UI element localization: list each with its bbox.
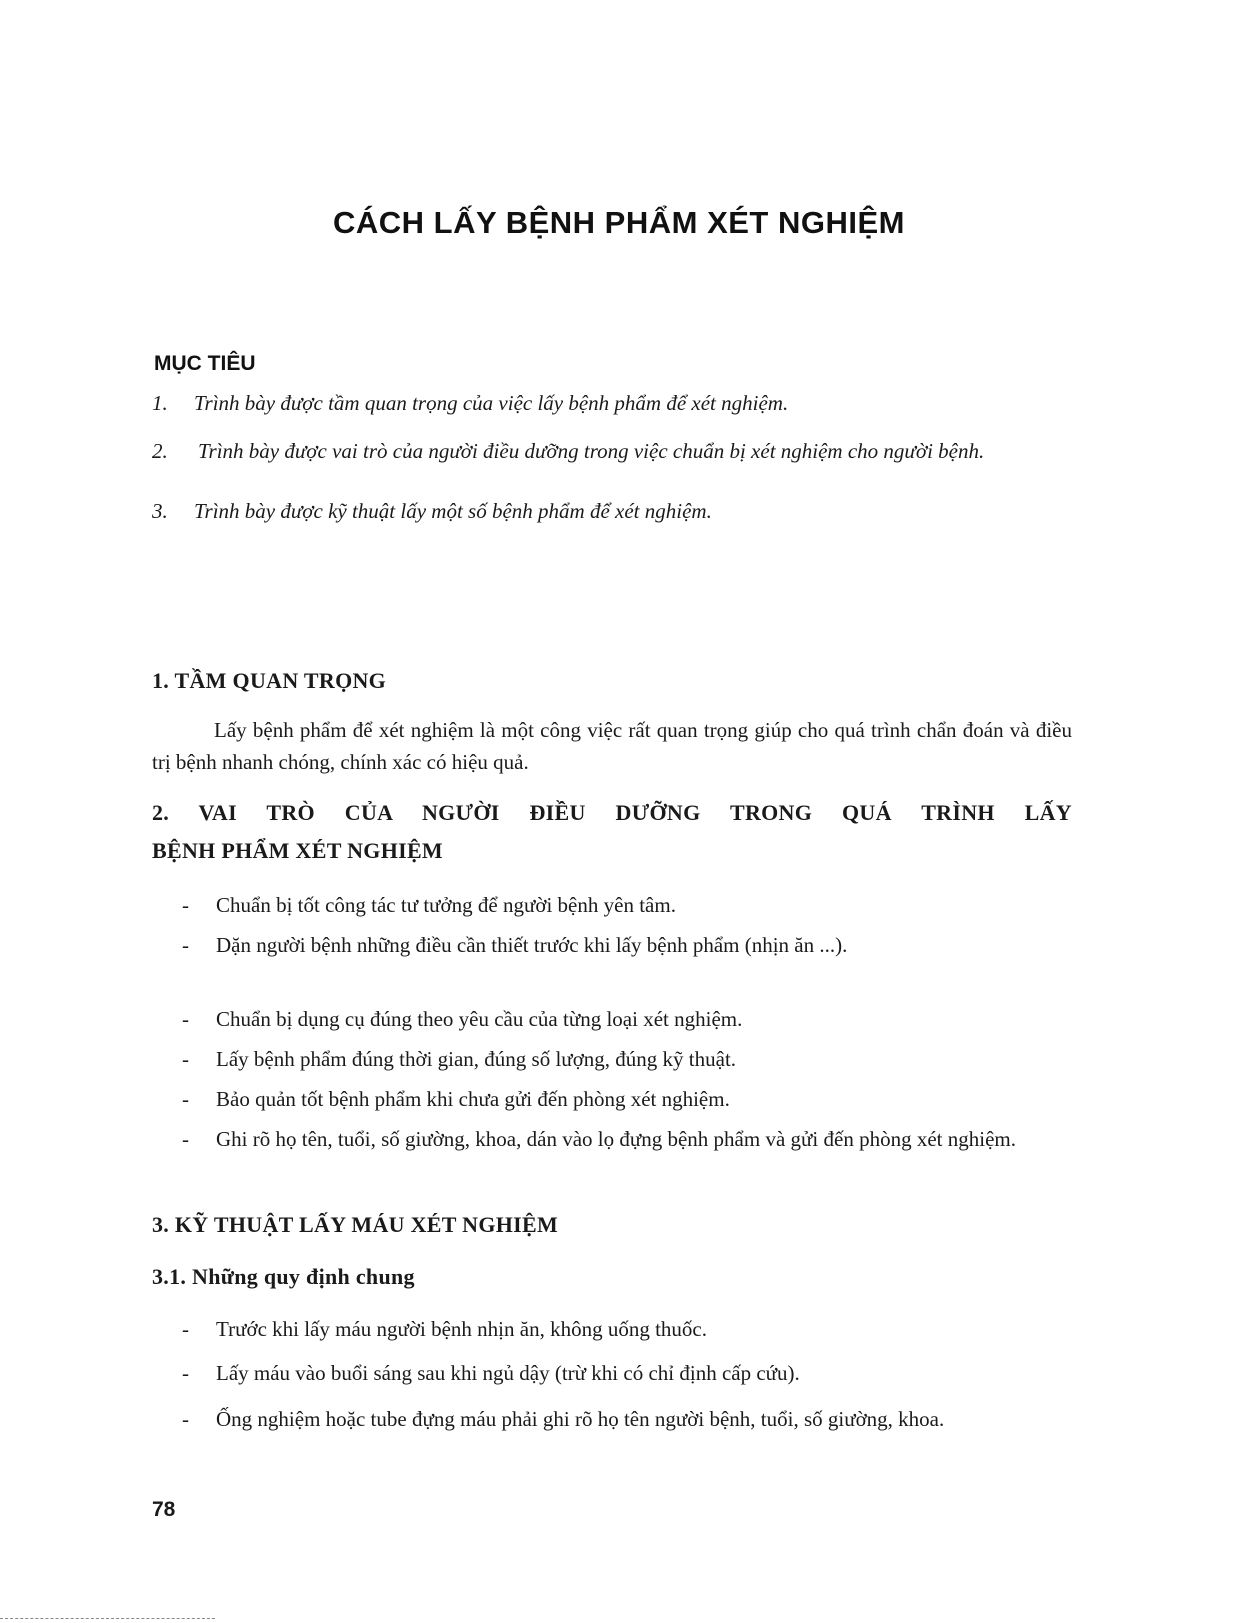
objectives-heading: MỤC TIÊU: [154, 352, 256, 375]
bullet-dash: -: [182, 933, 189, 957]
bullet-dash: -: [182, 1047, 189, 1071]
objective-text: Trình bày được vai trò của người điều dưỡng trong việc chuẩn bị xét nghiệm cho người bệnh.: [198, 439, 985, 463]
section-1-paragraph: [152, 714, 1072, 778]
bullet-dash: -: [182, 1127, 189, 1151]
list-item-text: Chuẩn bị tốt công tác tư tưởng để người bệnh yên tâm.: [216, 893, 676, 917]
section-1-heading: 1. TẦM QUAN TRỌNG: [152, 668, 387, 693]
bullet-dash: -: [182, 1317, 189, 1341]
objective-text: Trình bày được kỹ thuật lấy một số bệnh phẩm để xét nghiệm.: [194, 499, 712, 523]
list-item-text: Ghi rõ họ tên, tuổi, số giường, khoa, dán vào lọ đựng bệnh phẩm và gửi đến phòng xét nghiệm.: [216, 1127, 1016, 1151]
bullet-dash: -: [182, 1407, 189, 1431]
list-item-text: Chuẩn bị dụng cụ đúng theo yêu cầu của từng loại xét nghiệm.: [216, 1007, 743, 1031]
list-item: [182, 1084, 1072, 1115]
bullet-dash: -: [182, 893, 189, 917]
objective-item: [152, 388, 1072, 418]
bullet-dash: -: [182, 1361, 189, 1385]
list-item: [182, 1314, 1072, 1345]
objective-text: Trình bày được tầm quan trọng của việc lấy bệnh phẩm để xét nghiệm.: [194, 391, 789, 415]
section-2-heading-line-1: 2. VAI TRÒ CỦA NGƯỜI ĐIỀU DƯỠNG TRONG QUÁ TRÌNH LẤY: [152, 800, 1072, 825]
list-item-text: Bảo quản tốt bệnh phẩm khi chưa gửi đến phòng xét nghiệm.: [216, 1087, 730, 1111]
objective-number: 2.: [152, 439, 168, 463]
list-item-text: Trước khi lấy máu người bệnh nhịn ăn, không uống thuốc.: [216, 1317, 707, 1341]
paragraph-text: Lấy bệnh phẩm để xét nghiệm là một công việc rất quan trọng giúp cho quá trình chẩn đoán và điều trị bệnh nhanh chóng, chính xác có hiệu quả.: [152, 718, 1072, 774]
list-item-text: Lấy bệnh phẩm đúng thời gian, đúng số lượng, đúng kỹ thuật.: [216, 1047, 737, 1071]
list-item: [182, 1004, 1072, 1035]
objective-number: 1.: [152, 391, 168, 415]
list-item-text: Ống nghiệm hoặc tube đựng máu phải ghi rõ họ tên người bệnh, tuổi, số giường, khoa.: [216, 1407, 945, 1431]
objective-item: [152, 436, 1072, 466]
page-number: 78: [152, 1498, 176, 1521]
list-item: [182, 1044, 1072, 1075]
list-item-text: Lấy máu vào buổi sáng sau khi ngủ dậy (trừ khi có chỉ định cấp cứu).: [216, 1361, 800, 1385]
objective-number: 3.: [152, 499, 168, 523]
list-item: [182, 1404, 1072, 1435]
page-title: CÁCH LẤY BỆNH PHẨM XÉT NGHIỆM: [333, 205, 905, 240]
bullet-dash: -: [182, 1007, 189, 1031]
list-item-text: Dặn người bệnh những điều cần thiết trước khi lấy bệnh phẩm (nhịn ăn ...).: [216, 933, 848, 957]
bullet-dash: -: [182, 1087, 189, 1111]
bottom-rule: [0, 1618, 215, 1620]
section-3-1-subheading: 3.1. Những quy định chung: [152, 1264, 415, 1289]
section-2-heading-line-2: BỆNH PHẨM XÉT NGHIỆM: [152, 838, 444, 863]
list-item: [182, 1358, 1072, 1389]
section-3-heading: 3. KỸ THUẬT LẤY MÁU XÉT NGHIỆM: [152, 1212, 559, 1237]
objective-item: [152, 496, 1072, 526]
list-item: [182, 1124, 1072, 1155]
list-item: [182, 890, 1072, 921]
list-item: [182, 930, 1072, 961]
